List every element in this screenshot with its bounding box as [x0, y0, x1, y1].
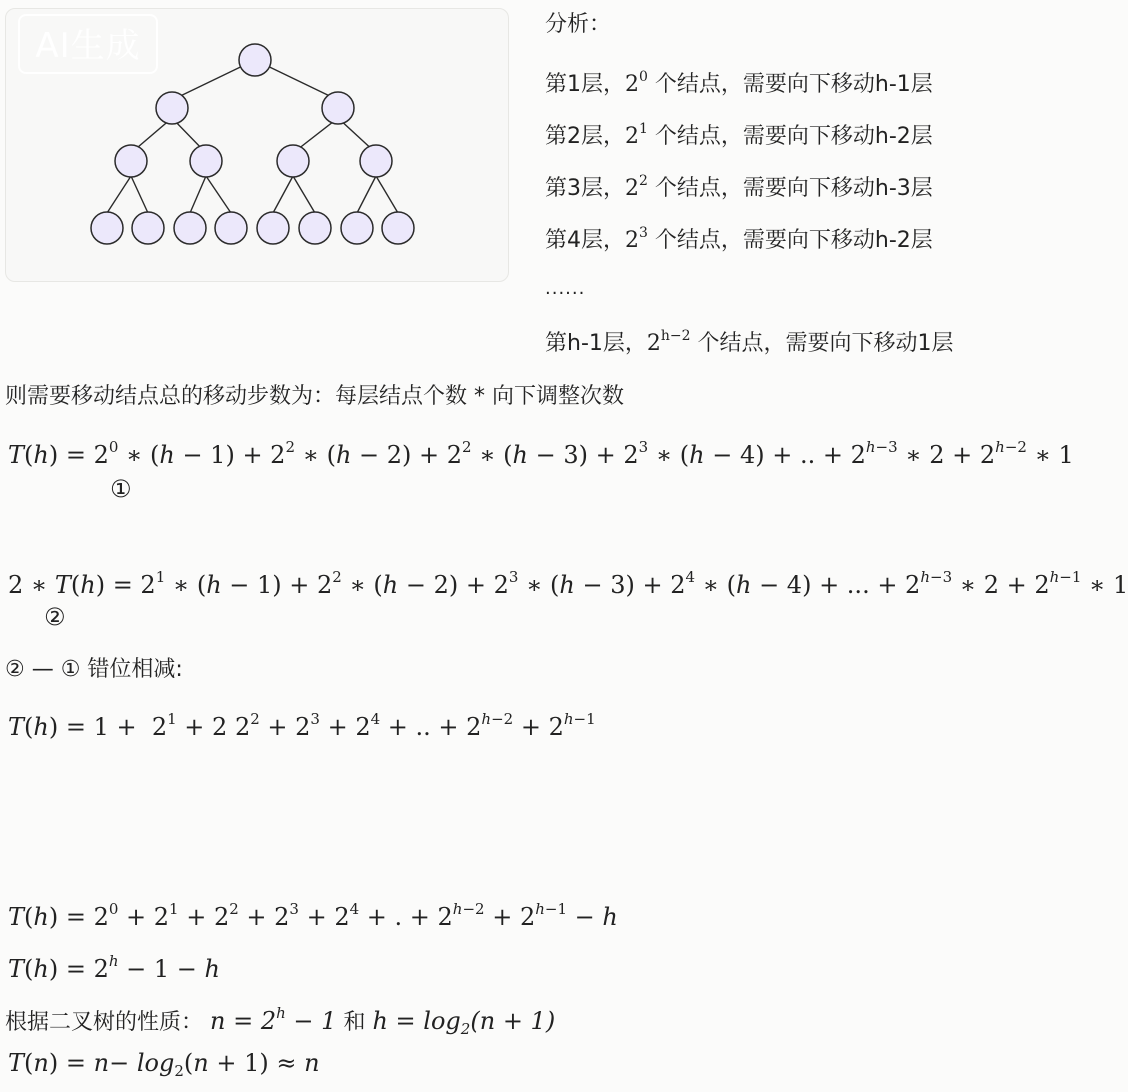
- row-level: 第1层，: [545, 72, 625, 97]
- tree-node-leaf: [257, 212, 289, 244]
- tree-edge: [273, 176, 293, 213]
- analysis-row-1: [545, 62, 933, 100]
- equation-2: 2 ∗ $T(h) = 2^1$ ∗ $(h - 1) + 2^2$ ∗ $(h - 2) + 2^3$ ∗ $(h - 3) + 2^4$ ∗ (h − 4) + ... + $2^{h-3}$ ∗ $2 + 2^{h-1}$ ∗ 1: [8, 568, 1128, 599]
- equation-1: $T(h) = 2^0$ ∗ $(h - 1) + 2^2$ ∗ $(h - 2) + 2^2$ ∗ $(h - 3) + 2^3$ ∗ (h − 4) + .. + $2^{h-3}$ ∗ $2 + 2^{h-2}$ ∗ 1: [8, 438, 1074, 469]
- tree-node-leaf: [341, 212, 373, 244]
- property-and: 和: [343, 1010, 366, 1035]
- summary-text: 则需要移动结点总的移动步数为：每层结点个数 * 向下调整次数: [5, 384, 624, 409]
- tree-edge: [376, 176, 398, 213]
- analysis-row-2: [545, 114, 933, 152]
- tree-edge: [107, 176, 131, 213]
- row-exponent: 2: [639, 173, 648, 189]
- property-formula-h: $h = \log_2(n + 1)$: [372, 1007, 556, 1038]
- row-level: 第2层，: [545, 124, 625, 149]
- row-level: 第3层，: [545, 176, 625, 201]
- tree-edge: [357, 176, 376, 213]
- row-text: 个结点，需要向下移动h-3层: [647, 176, 933, 201]
- tree-edge: [131, 176, 148, 213]
- property-prefix: 根据二叉树的性质：: [5, 1010, 204, 1035]
- row-text: 个结点，需要向下移动h-2层: [647, 228, 933, 253]
- tree-node-leaf: [299, 212, 331, 244]
- row-exponent: 1: [639, 121, 648, 137]
- row-text: 个结点，需要向下移动1层: [690, 331, 954, 356]
- tree-node-leaf: [132, 212, 164, 244]
- subtraction-label: ② — ① 错位相减:: [5, 657, 183, 682]
- row-exponent: h−2: [660, 328, 691, 344]
- row-exponent: 3: [639, 225, 648, 241]
- tree-node: [360, 145, 392, 177]
- tree-edge: [190, 176, 206, 213]
- property-formula-n: $n = 2^h - 1$: [210, 1004, 337, 1035]
- analysis-title: 分析：: [545, 12, 612, 37]
- tree-node-root: [239, 44, 271, 76]
- analysis-row-3: [545, 166, 933, 204]
- row-text: 个结点，需要向下移动h-2层: [647, 124, 933, 149]
- tree-node: [322, 92, 354, 124]
- analysis-ellipsis: ......: [545, 278, 586, 299]
- tree-node: [115, 145, 147, 177]
- row-base: 2: [625, 72, 639, 97]
- row-text: 个结点，需要向下移动h-1层: [647, 72, 933, 97]
- equation-5: $T(h) = 2^h - 1 - h$: [8, 952, 221, 983]
- row-level: 第h-1层，: [545, 331, 647, 356]
- tree-edge: [293, 176, 315, 213]
- row-base: 2: [646, 331, 661, 356]
- tree-node: [156, 92, 188, 124]
- equation-1-marker: ①: [110, 475, 132, 503]
- ai-generated-watermark: AI生成: [18, 14, 158, 74]
- row-base: 2: [625, 176, 639, 201]
- equation-6: $T(n) = n- \log_2(n + 1) \approx n$: [8, 1049, 320, 1080]
- tree-node: [277, 145, 309, 177]
- tree-node-leaf: [174, 212, 206, 244]
- tree-node-leaf: [382, 212, 414, 244]
- row-base: 2: [625, 124, 639, 149]
- row-exponent: 0: [639, 69, 648, 85]
- equation-3: $T(h) = 1 + 2^1 + 2$ $2^2 + 2^3 + 2^4$ + .. + $2^{h-2} + 2^{h-1}$: [8, 710, 596, 741]
- analysis-row-4: [545, 218, 933, 256]
- tree-node-leaf: [215, 212, 247, 244]
- row-level: 第4层，: [545, 228, 625, 253]
- equation-2-marker: ②: [44, 603, 66, 631]
- binary-tree-property: [5, 998, 555, 1044]
- equation-4: $T(h) = 2^0 + 2^1 + 2^2 + 2^3 + 2^4$ + . + $2^{h-2} + 2^{h-1} - h$: [8, 900, 618, 931]
- analysis-row-last: [545, 321, 954, 359]
- row-base: 2: [625, 228, 639, 253]
- tree-node-leaf: [91, 212, 123, 244]
- tree-node: [190, 145, 222, 177]
- tree-edge: [206, 176, 231, 213]
